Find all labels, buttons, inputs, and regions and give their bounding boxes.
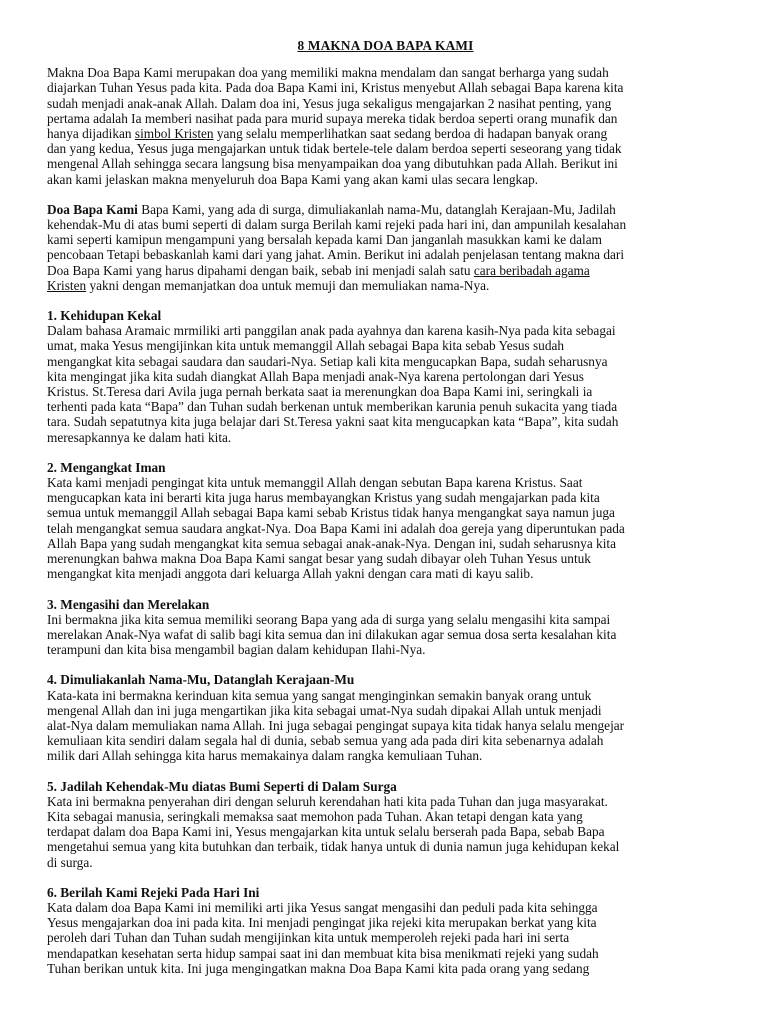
text-line: sudah menjadi anak-anak Allah. Dalam doa ini, Yesus juga sekaligus mengajarkan 2 nasihat penting, yang <box>47 95 612 111</box>
text-line <box>47 278 724 293</box>
text-line: umat, maka Yesus mengijinkan kita untuk memanggil Allah sebagai Bapa kita sebab Yesus sudah <box>47 338 565 354</box>
kristen-link[interactable]: Kristen <box>47 277 87 293</box>
text-line: Makna Doa Bapa Kami merupakan doa yang memiliki makna mendalam dan sangat berharga yang sudah <box>47 65 609 81</box>
text-line: Kata ini bermakna penyerahan diri dengan seluruh kerendahan hati kita pada Tuhan dan juga masyarakat. <box>47 793 608 809</box>
text-line: terampuni dan kita bisa mengambil bagian dalam kehidupan Ilahi-Nya. <box>47 642 426 658</box>
text-line: tara. Sudah sepatutnya kita juga belajar dari St.Teresa yakni saat kita mengucapkan kata “Bapa”, kita sudah <box>47 414 619 430</box>
section <box>47 885 724 976</box>
document-title: 8 MAKNA DOA BAPA KAMI <box>297 38 474 53</box>
text-fragment: Bapa Kami, yang ada di surga, dimuliakanlah nama-Mu, datanglah Kerajaan-Mu, Jadilah <box>137 201 616 217</box>
text-line <box>47 263 724 278</box>
text-line: kemuliaan kita sendiri dalam segala hal di dunia, sebab semua yang ada pada diri kita sebenarnya adalah <box>47 733 604 749</box>
text-line: Kata-kata ini bermakna kerinduan kita semua yang sangat menginginkan semakin banyak orang untuk <box>47 687 592 703</box>
text-line: terdapat dalam doa Bapa Kami ini, Yesus mengajarkan kita untuk selalu berserah pada Bapa, sebab Bapa <box>47 824 605 840</box>
text-line: telah mengangkat semua saudara angkat-Nya. Doa Bapa Kami ini adalah doa gereja yang diperuntukan pada <box>47 520 625 536</box>
prayer-lead: Doa Bapa Kami <box>47 201 138 217</box>
text-line: Yesus mengajarkan doa ini pada kita. Ini menjadi pengingat jika rejeki kita merupakan berkat yang kita <box>47 915 597 931</box>
text-line: mengucapkan kata ini berarti kita juga harus membayangkan Kristus yang sudah mengajarkan pada kita <box>47 490 600 506</box>
section <box>47 597 724 658</box>
text-line: mengenal Allah sehingga secara langsung bisa menyampaikan doa yang dibutuhkan pada Allah. Berikut ini <box>47 156 618 172</box>
sections <box>47 308 724 976</box>
text-line: Allah Bapa yang sudah mengangkat kita semua sebagai anak-anak-Nya. Dengan ini, sudah seharusnya kita <box>47 535 616 551</box>
text-line: mendapatkan kesehatan serta hidup sampai saat ini dan membuat kita bisa menikmati rejeki yang sudah <box>47 945 599 961</box>
text-line: kami seperti kamipun mengampuni yang bersalah kepada kami Dan janganlah masukkan kami ke dalam <box>47 232 602 248</box>
text-line: Ini bermakna jika kita semua memiliki seorang Bapa yang ada di surga yang selalu mengasihi kita sampai <box>47 611 611 627</box>
section-heading: 1. Kehidupan Kekal <box>47 308 162 324</box>
text-line: mengangkat kita menjadi anggota dari keluarga Allah yakni dengan cara mati di kayu salib. <box>47 566 534 582</box>
text-line: semua untuk memanggil Allah sebagai Bapa kami sebab Kristus tidak hanya mengangkat saya namun juga <box>47 505 615 521</box>
text-line: Kita sebagai manusia, seringkali memaksa saat memohon pada Tuhan. Akan tetapi dengan kata yang <box>47 808 583 824</box>
text-line: peroleh dari Tuhan dan Tuhan sudah mengijinkan kita untuk memperoleh rejeki pada hari ini serta <box>47 930 570 946</box>
text-fragment: Doa Bapa Kami yang harus dipahami dengan baik, sebab ini menjadi salah satu <box>47 262 474 278</box>
text-line: Dalam bahasa Aramaic mrmiliki arti panggilan anak pada ayahnya dan karena kasih-Nya pada kita sebagai <box>47 323 616 339</box>
text-line: Tuhan berikan untuk kita. Ini juga mengingatkan makna Doa Bapa Kami kita pada orang yang sedang <box>47 960 590 976</box>
text-line: merelakan Anak-Nya wafat di salib bagi kita semua dan ini dilakukan agar semua dosa serta kesalahan kita <box>47 626 617 642</box>
text-line: meresapkannya ke dalam hati kita. <box>47 429 232 445</box>
text-line: akan kami jelaskan makna menyeluruh doa Bapa Kami yang akan kami ulas secara lengkap. <box>47 171 539 187</box>
section <box>47 308 724 445</box>
section <box>47 460 724 582</box>
text-line: alat-Nya dalam memuliakan nama Allah. Ini juga sebagai pengingat supaya kita tidak hanya selalu mengejar <box>47 717 625 733</box>
text-fragment: yang selalu memperlihatkan saat sedang berdoa di hadapan banyak orang <box>213 126 608 142</box>
section-heading: 5. Jadilah Kehendak-Mu diatas Bumi Seperti di Dalam Surga <box>47 778 397 794</box>
text-line: dan yang kedua, Yesus juga mengajarkan untuk tidak bertele-tele dalam berdoa seperti seseorang yang tidak <box>47 141 622 157</box>
simbol-kristen-link[interactable]: simbol Kristen <box>134 126 214 142</box>
text-line: di surga. <box>47 854 93 870</box>
text-line: mengenal Allah dan ini juga mengartikan jika kita sebagai umat-Nya sudah dipakai Allah untuk menjadi <box>47 702 602 718</box>
text-fragment: yakni dengan memanjatkan doa untuk memuji dan memuliakan nama-Nya. <box>86 277 490 293</box>
section <box>47 672 724 763</box>
text-line: Kata kami menjadi pengingat kita untuk memanggil Allah dengan sebutan Bapa karena Kristus. Saat <box>47 475 583 491</box>
text-line: kehendak-Mu di atas bumi seperti di dalam surga Berilah kami rejeki pada hari ini, dan ampunilah kesalahan <box>47 217 627 233</box>
text-line: kita mengingat jika kita sudah diangkat Allah Bapa menjadi anak-Nya karena pertolongan dari Yesus <box>47 368 584 384</box>
prayer-paragraph <box>47 202 724 293</box>
section-heading: 6. Berilah Kami Rejeki Pada Hari Ini <box>47 884 260 900</box>
text-line <box>47 126 724 141</box>
section-heading: 3. Mengasihi dan Merelakan <box>47 596 210 612</box>
text-line <box>47 202 724 217</box>
text-line: milik dari Allah sehingga kita harus memakainya dalam rangka kemuliaan Tuhan. <box>47 748 483 764</box>
intro-paragraph <box>47 65 724 187</box>
section-heading: 4. Dimuliakanlah Nama-Mu, Datanglah Kerajaan-Mu <box>47 672 355 688</box>
text-line: merenungkan bahwa makna Doa Bapa Kami sangat besar yang sudah dibayar oleh Tuhan Yesus untuk <box>47 551 591 567</box>
text-line: Kristus. St.Teresa dari Avila juga pernah berkata saat ia merenungkan doa Bapa Kami ini, seringkali ia <box>47 384 593 400</box>
text-line: mengetahui semua yang kita butuhkan dan terbaik, tidak hanya untuk di dunia namun juga kehidupan kekal <box>47 839 620 855</box>
text-line: pencobaan Tetapi bebaskanlah kami dari yang jahat. Amin. Berikut ini adalah penjelasan tentang makna dari <box>47 247 625 263</box>
text-line: mengangkat kita sebagai saudara dan saudari-Nya. Setiap kali kita mengucapkan Bapa, sudah seharusnya <box>47 353 608 369</box>
text-line: diajarkan Tuhan Yesus pada kita. Pada doa Bapa Kami ini, Kristus menyebut Allah sebagai Bapa karena kita <box>47 80 624 96</box>
text-line: pertama adalah Ia memberi nasihat pada para murid supaya mereka tidak berdoa seperti orang munafik dan <box>47 110 618 126</box>
section-heading: 2. Mengangkat Iman <box>47 459 166 475</box>
section <box>47 779 724 870</box>
text-line: Kata dalam doa Bapa Kami ini memiliki arti jika Yesus sangat mengasihi dan peduli pada kita sehingga <box>47 899 598 915</box>
text-line: terhenti pada kata “Bapa” dan Tuhan sudah berkenan untuk memberikan karunia penuh sukacita yang tiada <box>47 399 618 415</box>
cara-beribadah-link[interactable]: cara beribadah agama <box>473 262 590 278</box>
text-fragment: hanya dijadikan <box>47 126 135 142</box>
